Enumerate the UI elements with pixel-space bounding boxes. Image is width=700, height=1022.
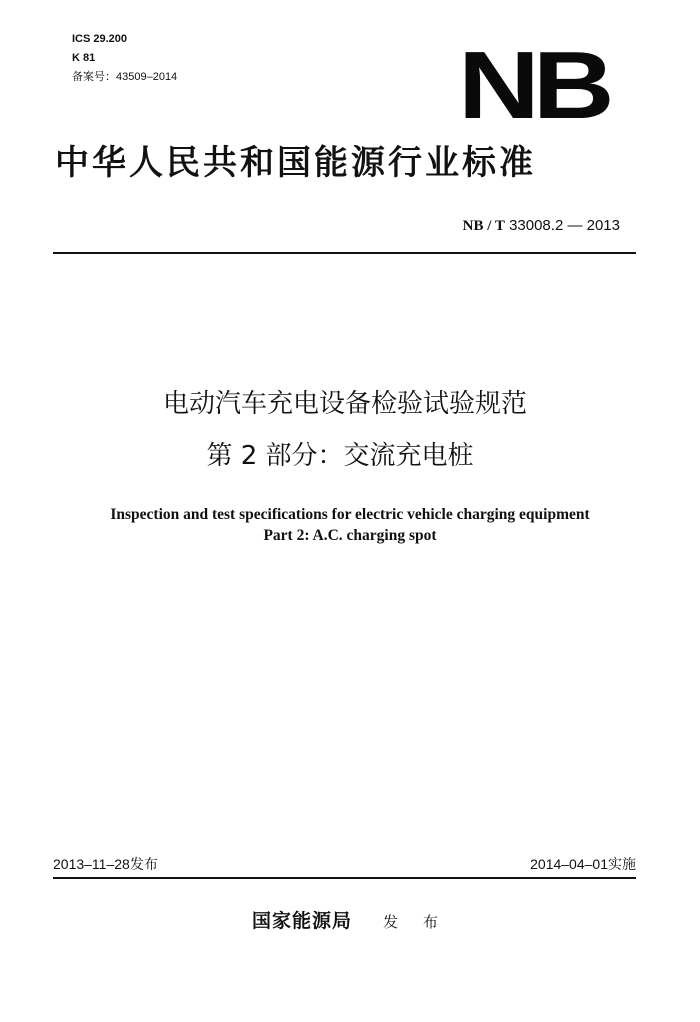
record-number: 备案号：43509–2014 <box>72 71 178 83</box>
ics-code: ICS 29.200 <box>72 33 128 45</box>
standard-code-number: 33008.2 — 2013 <box>509 217 620 234</box>
bottom-divider <box>53 877 636 879</box>
top-divider <box>53 252 636 254</box>
standard-code-prefix: NB / T <box>462 218 505 234</box>
ccs-code: K 81 <box>72 52 96 64</box>
nb-logo: NB <box>458 32 608 139</box>
standard-category-title: 中华人民共和国能源行业标准 <box>55 143 536 183</box>
chinese-title-line-2: 第 2 部分：交流充电桩 <box>206 441 474 471</box>
english-title-line-2: Part 2: A.C. charging spot <box>263 527 437 544</box>
publisher-name: 国家能源局 <box>252 910 353 932</box>
english-title-line-1: Inspection and test specifications for electric vehicle charging equipment <box>110 506 590 523</box>
publisher-row <box>0 908 700 935</box>
issue-date: 2013–11–28发布 <box>53 856 158 872</box>
publish-label: 发 布 <box>383 913 448 931</box>
implementation-date: 2014–04–01实施 <box>530 856 636 872</box>
chinese-title-line-1: 电动汽车充电设备检验试验规范 <box>162 389 527 419</box>
standard-code <box>380 216 620 236</box>
